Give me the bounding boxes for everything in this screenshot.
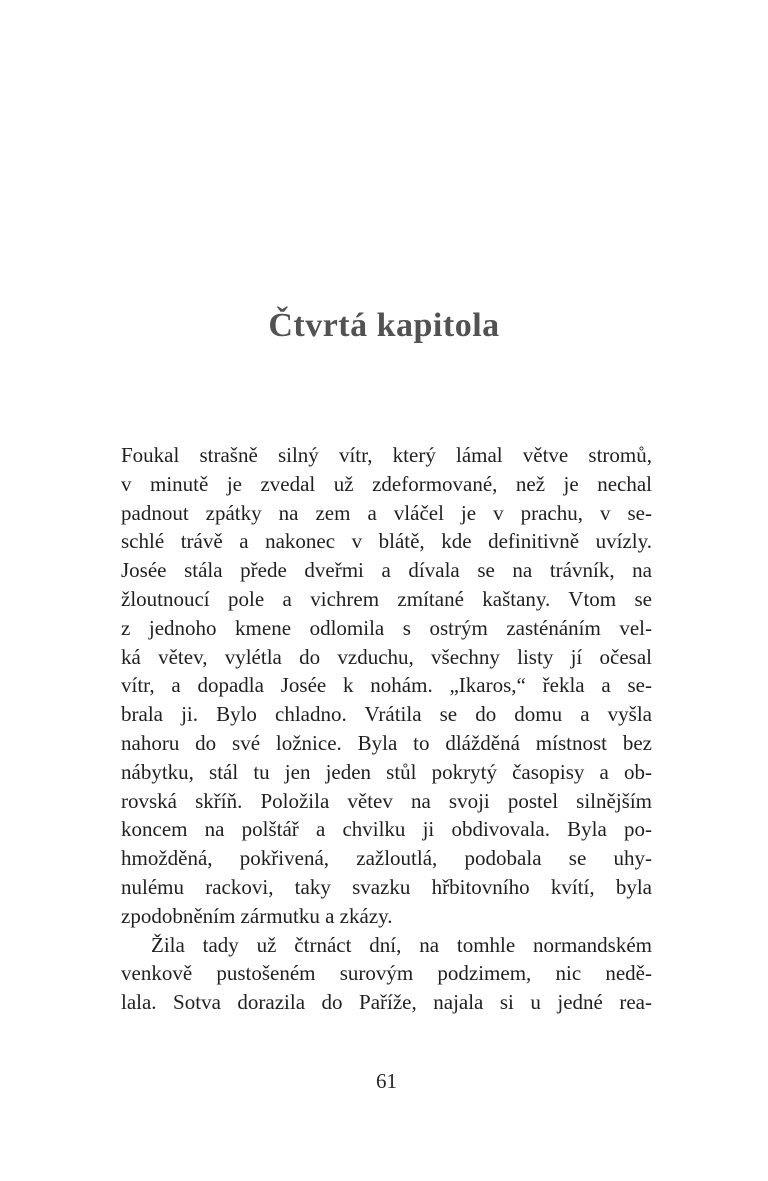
body-line: padnout zpátky na zem a vláčel je v prachu, v se- <box>121 500 652 525</box>
body-line: rovská skříň. Položila větev na svoji postel silnějším <box>121 788 652 813</box>
body-line: hmožděná, pokřivená, zažloutlá, podobala se uhy- <box>121 846 652 871</box>
page-number: 61 <box>376 1069 397 1093</box>
chapter-title: Čtvrtá kapitola <box>268 307 500 344</box>
body-line: v minutě je zvedal už zdeformované, než je nechal <box>121 471 652 496</box>
body-line: koncem na polštář a chvilku ji obdivovala. Byla po- <box>121 817 652 842</box>
body-line: ká větev, vylétla do vzduchu, všechny listy jí očesal <box>121 644 652 669</box>
body-line: brala ji. Bylo chladno. Vrátila se do domu a vyšla <box>121 702 652 727</box>
body-line: schlé trávě a nakonec v blátě, kde definitivně uvízly. <box>121 529 652 554</box>
body-line-paragraph-end: zpodobněním zármutku a zkázy. <box>121 903 393 928</box>
body-line: Josée stála přede dveřmi a dívala se na trávník, na <box>121 558 652 583</box>
body-line: nahoru do své ložnice. Byla to dlážděná místnost bez <box>121 730 652 755</box>
body-line-paragraph-start: Žila tady už čtrnáct dní, na tomhle normandském <box>151 932 652 957</box>
body-line: nábytku, stál tu jen jeden stůl pokrytý časopisy a ob- <box>121 759 652 784</box>
body-line: lala. Sotva dorazila do Paříže, najala si u jedné rea- <box>121 990 652 1015</box>
body-line: nulému rackovi, taky svazku hřbitovního kvítí, byla <box>121 874 652 899</box>
body-line: vítr, a dopadla Josée k nohám. „Ikaros,“ řekla a se- <box>121 673 652 698</box>
body-line: žloutnoucí pole a vichrem zmítané kaštany. Vtom se <box>121 586 652 611</box>
body-line: Foukal strašně silný vítr, který lámal větve stromů, <box>121 443 652 467</box>
body-text-block <box>121 441 652 1017</box>
body-line: z jednoho kmene odlomila s ostrým zasténáním vel- <box>121 615 652 640</box>
body-line: venkově pustošeném surovým podzimem, nic nedě- <box>121 961 652 986</box>
